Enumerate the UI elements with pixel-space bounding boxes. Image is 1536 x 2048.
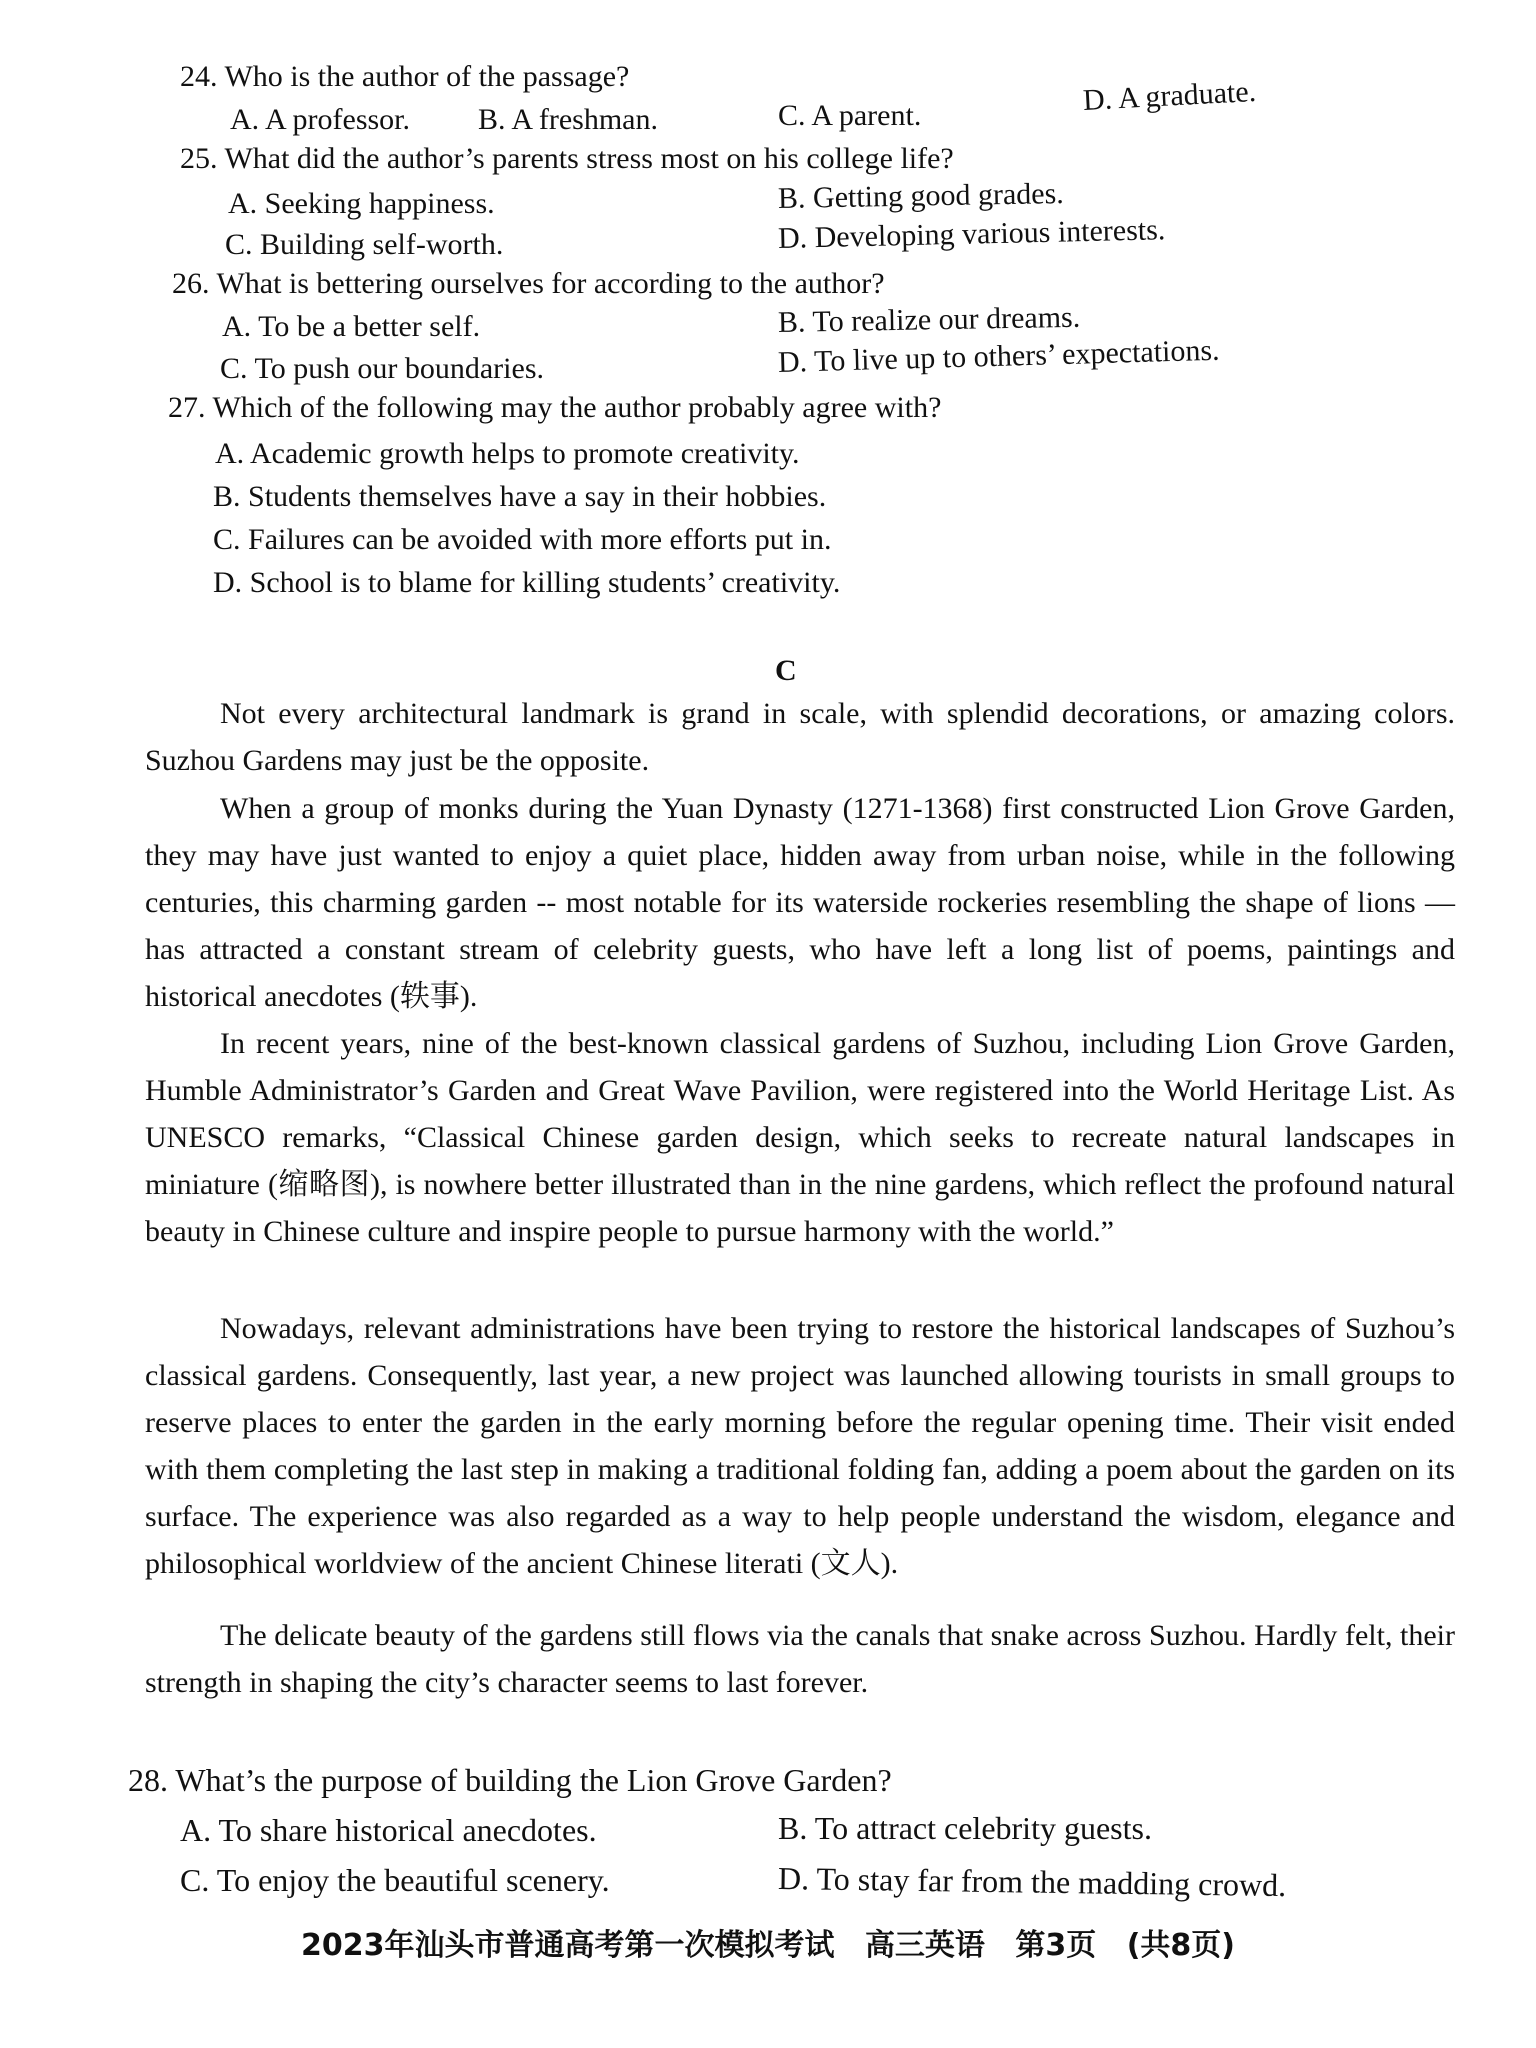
passage-paragraph-1 xyxy=(145,690,1455,784)
question-25-stem: 25. What did the author’s parents stress most on his college life? xyxy=(180,142,954,175)
passage-paragraph-1-text: Not every architectural landmark is grand in scale, with splendid decorations, or amazing colors. Suzhou Gardens may just be the opposite. xyxy=(145,697,1455,777)
question-25-option-d: D. Developing various interests. xyxy=(777,213,1166,255)
passage-paragraph-3-text: In recent years, nine of the best-known classical gardens of Suzhou, including Lion Grove Garden, Humble Administrator’s Garden and Great Wave Pavilion, were registered into the World Heritage List. As UNESCO remarks, “Classical Chinese garden design, which seeks to recreate natural landscapes in miniature (缩略图), is nowhere better illustrated than in the nine gardens, which reflect the profound natural beauty in Chinese culture and inspire people to pursue harmony with the world.” xyxy=(145,1027,1455,1248)
section-c-heading: C xyxy=(775,654,797,687)
question-27-option-d: D. School is to blame for killing students’ creativity. xyxy=(213,566,841,599)
question-27-stem: 27. Which of the following may the author probably agree with? xyxy=(168,391,942,424)
question-25-option-a: A. Seeking happiness. xyxy=(228,187,495,220)
footer-total-pages: (共8页) xyxy=(1126,1928,1236,1963)
passage-paragraph-2-text: When a group of monks during the Yuan Dynasty (1271-1368) first constructed Lion Grove Garden, they may have just wanted to enjoy a quiet place, hidden away from urban noise, while in the following centuries, this charming garden -- most notable for its waterside rockeries resembling the shape of lions — has attracted a constant stream of celebrity guests, who have left a long list of poems, paintings and historical anecdotes (轶事). xyxy=(145,792,1455,1013)
footer-subject: 高三英语 xyxy=(864,1928,985,1963)
footer-page-number: 第3页 xyxy=(1015,1928,1097,1963)
question-28-option-c: C. To enjoy the beautiful scenery. xyxy=(180,1862,610,1898)
passage-paragraph-4-text: Nowadays, relevant administrations have been trying to restore the historical landscapes of Suzhou’s classical gardens. Consequently, last year, a new project was launched allowing tourists in small groups to reserve places to enter the garden in the early morning before the regular opening time. Their visit ended with them completing the last step in making a traditional folding fan, adding a poem about the garden on its surface. The experience was also regarded as a way to help people understand the wisdom, elegance and philosophical worldview of the ancient Chinese literati (文人). xyxy=(145,1312,1455,1580)
question-24-stem: 24. Who is the author of the passage? xyxy=(180,60,630,93)
passage-paragraph-4 xyxy=(145,1305,1455,1587)
passage-paragraph-5-text: The delicate beauty of the gardens still flows via the canals that snake across Suzhou. Hardly felt, their strength in shaping the city’s character seems to last forever. xyxy=(145,1619,1455,1699)
question-28-stem: 28. What’s the purpose of building the Lion Grove Garden? xyxy=(128,1762,892,1798)
passage-paragraph-5 xyxy=(145,1612,1455,1706)
question-24-option-b: B. A freshman. xyxy=(478,103,658,136)
question-26-option-c: C. To push our boundaries. xyxy=(220,352,544,385)
question-27-option-b: B. Students themselves have a say in their hobbies. xyxy=(213,480,827,513)
question-28-option-d: D. To stay far from the madding crowd. xyxy=(777,1860,1287,1904)
question-26-stem: 26. What is bettering ourselves for according to the author? xyxy=(172,267,885,300)
question-27-option-c: C. Failures can be avoided with more efforts put in. xyxy=(213,523,832,556)
question-26-option-b: B. To realize our dreams. xyxy=(777,300,1081,339)
page-footer xyxy=(0,1927,1536,1965)
question-27-option-a: A. Academic growth helps to promote creativity. xyxy=(215,437,800,470)
question-28-option-a: A. To share historical anecdotes. xyxy=(180,1812,597,1848)
question-24-option-c: C. A parent. xyxy=(778,99,922,132)
question-24-option-a: A. A professor. xyxy=(230,103,410,136)
passage-paragraph-3 xyxy=(145,1020,1455,1255)
question-26-option-a: A. To be a better self. xyxy=(222,310,481,343)
question-25-option-b: B. Getting good grades. xyxy=(777,177,1065,215)
question-28-option-b: B. To attract celebrity guests. xyxy=(778,1810,1152,1846)
question-24-option-d: D. A graduate. xyxy=(1082,74,1257,117)
question-25-option-c: C. Building self-worth. xyxy=(225,228,504,261)
question-26-option-d: D. To live up to others’ expectations. xyxy=(777,333,1220,379)
passage-paragraph-2 xyxy=(145,785,1455,1020)
footer-exam-title: 2023年汕头市普通高考第一次模拟考试 xyxy=(300,1928,835,1963)
